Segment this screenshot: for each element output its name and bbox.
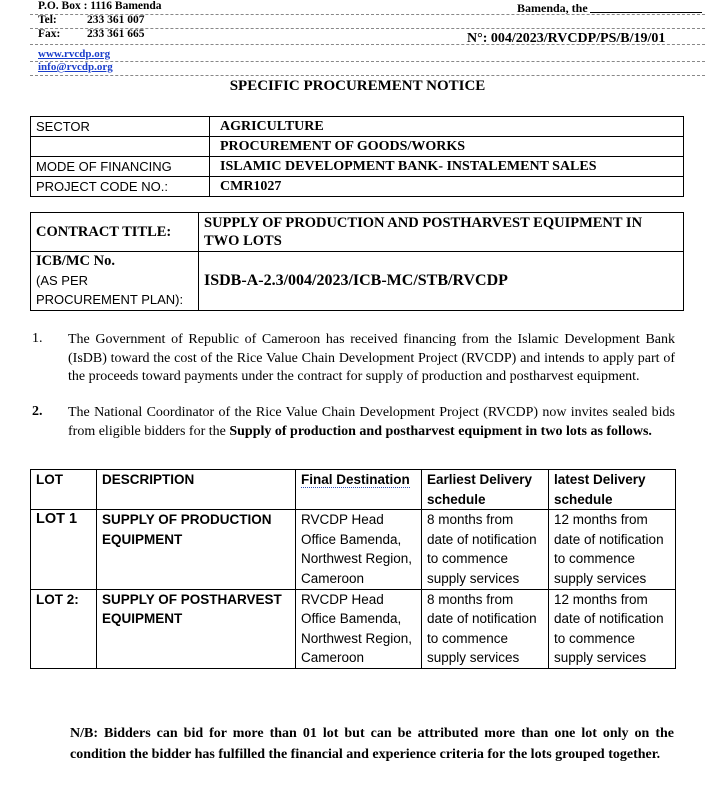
fax-value: 233 361 665: [87, 28, 145, 40]
para-number: 1.: [32, 331, 43, 346]
lots-table: [30, 469, 676, 669]
paragraph-1: The Government of Republic of Cameroon has received financing from the Islamic Development Bank (IsDB) toward the cost of the Rice Value Chain Development Project (RVCDP) and intends to apply part of the proceeds toward payments under the contract for supply of production and postharvest equipment.: [68, 332, 675, 384]
date-line: [590, 12, 702, 13]
table-header-row: [31, 470, 676, 510]
info-label: MODE OF FINANCING: [31, 157, 210, 177]
header-latest: latest Delivery schedule: [549, 470, 676, 510]
info-table: [30, 116, 684, 197]
table-row: [31, 252, 684, 311]
description-cell: SUPPLY OF POSTHARVEST EQUIPMENT: [97, 589, 296, 668]
info-value: PROCUREMENT OF GOODS/WORKS: [210, 137, 684, 157]
table-row: [31, 137, 684, 157]
header-divider: [30, 75, 705, 76]
table-row: [31, 510, 676, 589]
icb-label: ICB/MC No.: [36, 253, 115, 269]
lot-cell: LOT 1: [31, 510, 97, 589]
table-row: [31, 589, 676, 668]
website-link[interactable]: www.rvcdp.org: [38, 48, 111, 60]
paragraph-2-text: The National Coordinator of the Rice Value Chain Development Project (RVCDP) now invites sealed bids from eligible bidders for the: [68, 405, 675, 439]
table-row: [31, 177, 684, 197]
place-date: Bamenda, the: [517, 1, 588, 15]
header-destination: Final Destination: [301, 472, 410, 487]
header-divider: [30, 61, 705, 62]
reference-number: N°: 004/2023/RVCDP/PS/B/19/01: [467, 31, 666, 46]
tel-value: 233 361 007: [87, 14, 145, 26]
destination-cell: RVCDP Head Office Bamenda, Northwest Region, Cameroon: [296, 589, 422, 668]
page-title: SPECIFIC PROCUREMENT NOTICE: [229, 78, 486, 94]
po-box: P.O. Box : 1116 Bamenda: [38, 0, 162, 12]
paragraph-2-emphasis: Supply of production and postharvest equipment in two lots as follows.: [229, 423, 652, 439]
table-row: [31, 213, 684, 252]
note-text: N/B: Bidders can bid for more than 01 lot but can be attributed more than one lot only on the condition the bidder has fulfilled the financial and experience criteria for the lots grouped together.: [70, 726, 674, 762]
info-value: AGRICULTURE: [210, 117, 684, 137]
earliest-cell: 8 months from date of notification to commence supply services: [422, 589, 549, 668]
fax-label: Fax:: [38, 28, 61, 40]
latest-cell: 12 months from date of notification to commence supply services: [549, 589, 676, 668]
earliest-cell: 8 months from date of notification to commence supply services: [422, 510, 549, 589]
header-earliest: Earliest Delivery schedule: [422, 470, 549, 510]
info-label: [31, 137, 210, 157]
latest-cell: 12 months from date of notification to commence supply services: [549, 510, 676, 589]
icb-value: ISDB-A-2.3/004/2023/ICB-MC/STB/RVCDP: [199, 252, 684, 311]
icb-note: (AS PER PROCUREMENT PLAN):: [36, 273, 184, 307]
info-label: PROJECT CODE NO.:: [31, 177, 210, 197]
contract-table: [30, 212, 684, 311]
contract-title-value: SUPPLY OF PRODUCTION AND POSTHARVEST EQUIPMENT IN TWO LOTS: [199, 213, 684, 252]
tel-label: Tel:: [38, 14, 57, 26]
info-value: ISLAMIC DEVELOPMENT BANK- INSTALEMENT SALES: [210, 157, 684, 177]
table-row: [31, 117, 684, 137]
email-link[interactable]: info@rvcdp.org: [38, 61, 113, 73]
table-row: [31, 157, 684, 177]
contract-title-label: CONTRACT TITLE:: [36, 224, 172, 240]
paragraph-2: [68, 404, 675, 441]
lot-cell: LOT 2:: [31, 589, 97, 668]
para-number: 2.: [32, 404, 43, 419]
info-value: CMR1027: [210, 177, 684, 197]
info-label: SECTOR: [31, 117, 210, 137]
destination-cell: RVCDP Head Office Bamenda, Northwest Region, Cameroon: [296, 510, 422, 589]
header-description: DESCRIPTION: [97, 470, 296, 510]
description-cell: SUPPLY OF PRODUCTION EQUIPMENT: [97, 510, 296, 589]
header-lot: LOT: [31, 470, 97, 510]
